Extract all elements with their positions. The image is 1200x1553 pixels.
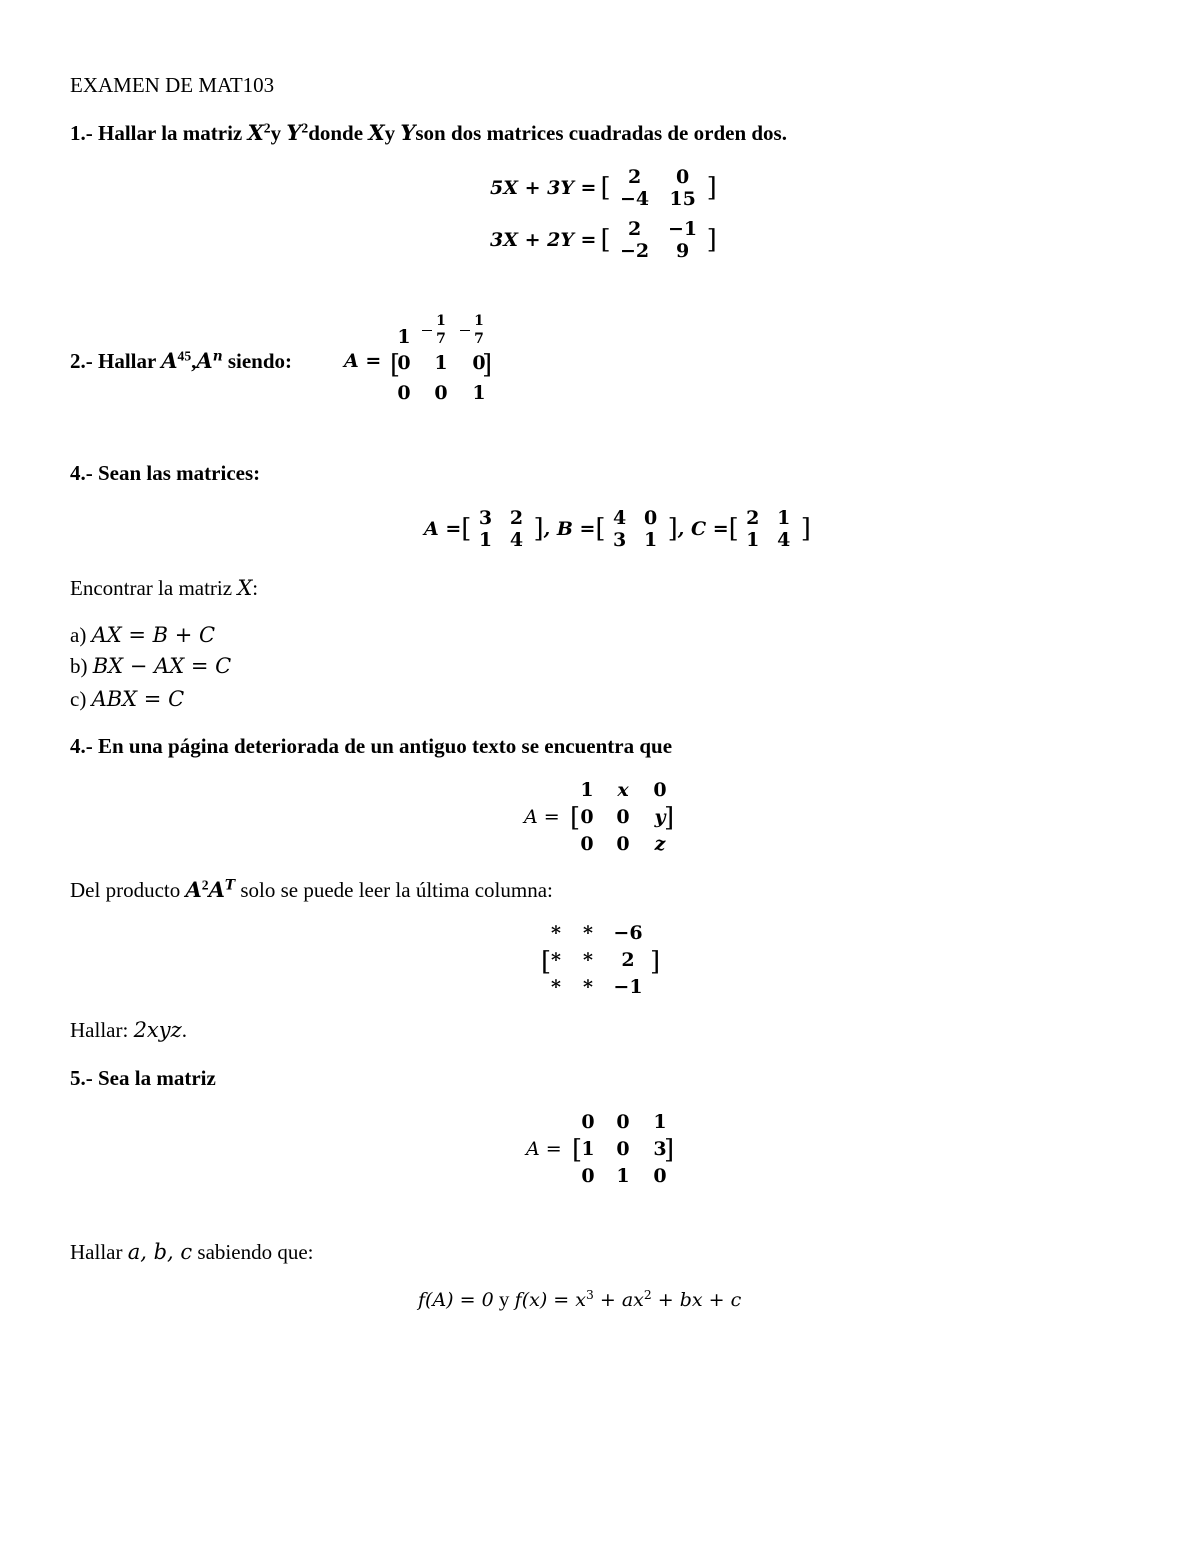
page-title: EXAMEN DE MAT103 [70,73,275,97]
problem-4-matrix: 1 x 0 0 0 y 0 0 z [580,779,667,855]
problem-3-find: Encontrar la matriz X: [70,576,259,600]
problem-3-matrices: A = [ 3 2 1 4 ] , B = [ 4 0 3 1 ] , C = [ 2 1 1 4 ] [424,507,811,551]
problem-4-product: Del producto $A^2A^T$ solo se puede leer la última columna: [70,877,553,902]
problem-4-statement: 4.- En una página deteriorada de un antiguo texto se encuentra que [70,734,673,758]
matrix: 2 0 −4 15 [620,166,696,210]
problem-2-matrix: 1 1 7 1 7 0 1 0 0 0 1 [397,313,486,404]
problem-3-item-b: b) BX − AX = C [70,654,232,678]
problem-5-matrix: 0 0 1 1 0 3 0 1 0 [581,1111,667,1187]
matrix-c: 2 1 1 4 [746,507,791,551]
matrix: 2 −1 −2 9 [620,218,698,262]
problem-4-hallar: Hallar: 2xyz. [70,1018,187,1042]
problem-5-statement: 5.- Sea la matriz [70,1066,216,1090]
problem-1-equation-2: 3X + 2Y = [ 2 −1 −2 9 ] [490,218,717,262]
matrix-b: 4 0 3 1 [612,507,658,551]
problem-1-equation-1: 5X + 3Y = [ 2 0 −4 15 ] [490,166,717,210]
problem-5-matrix-lhs: A = [526,1138,562,1160]
problem-3-item-a: a) AX = B + C [70,623,216,647]
problem-3-statement: 4.- Sean las matrices: [70,461,261,485]
problem-3-item-c: c) ABX = C [70,687,185,711]
problem-5-condition: f(A) = 0 y $f(x) = x^3 + ax^2$ + bx + c [418,1287,742,1311]
matrix-a: 3 2 1 4 [478,507,524,551]
problem-4-result-matrix: * * −6 * * 2 * * −1 [551,922,643,998]
problem-4-matrix-lhs: A = [524,806,560,828]
document-page: EXAMEN DE MAT103 1.- Hallar la matriz $X^2y$ $Y^2donde$ Xy Yson dos matrices cuadradas de orden dos. 5X + 3Y = [ 2 0 −4 15 ] 3X + 2Y = [ 2 −1 −2 9 ] 2.- Hallar $A^{45},A^n$ siendo: A = [ ] 1 1 7 1 7 0 1 0 0 0 1 4.- Sean las matrices: A = [ 3 2 1 4 ] , B = [ 4 0 3 1 ] , C = [ 2 1 1 4 ] Encontrar la matriz X: a) AX = B + C b) BX − AX = C c) ABX = C 4.- En una página deteriorada de un antiguo texto se encuentra que A = [ ] 1 x 0 0 0 y 0 0 z Del producto $A^2A^T$ solo se puede leer la última columna: [ ] * * −6 * * 2 * * −1 Hallar: 2xyz. 5.- Sea la matriz A = [ ] 0 0 1 1 0 3 0 1 0 Hallar a, b, c sabiendo que: f(A) = 0 y $f(x) = x^3 + ax^2$ + bx + c [70,73,811,1311]
problem-5-hallar: Hallar a, b, c sabiendo que: [70,1240,314,1264]
problem-2-matrix-lhs: A = [344,350,382,372]
problem-2-statement: 2.- Hallar $A^{45},A^n$ siendo: [70,348,293,373]
problem-1-statement: 1.- Hallar la matriz $X^2y$ $Y^2donde$ Xy Yson dos matrices cuadradas de orden dos. [70,120,787,145]
